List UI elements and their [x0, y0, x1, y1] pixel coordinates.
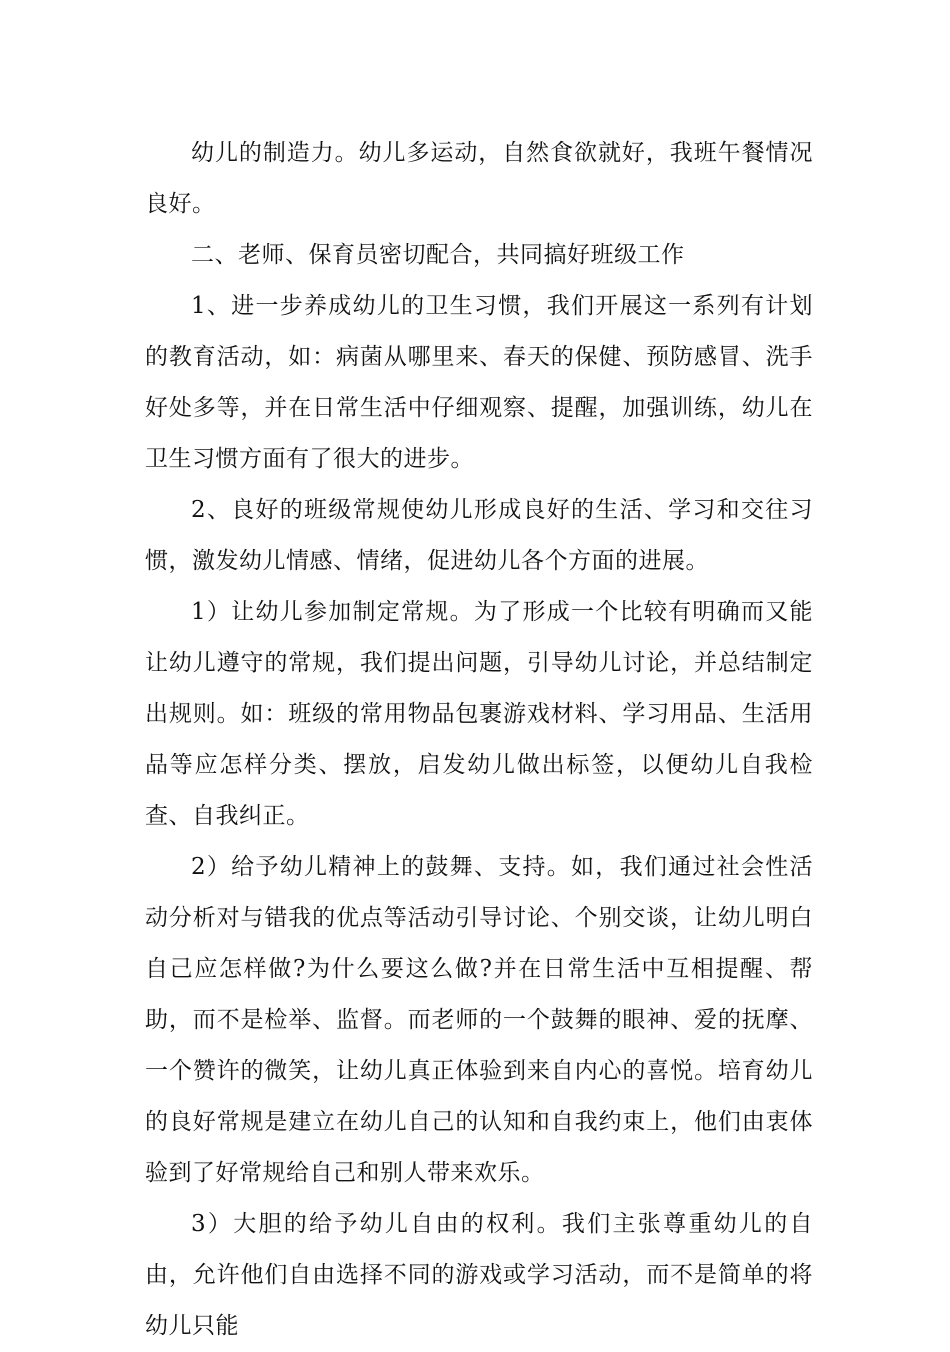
paragraph-hygiene-habits: 1、进一步养成幼儿的卫生习惯，我们开展这一系列有计划的教育活动，如：病菌从哪里来、春天的保健、预防感冒、洗手好处多等，并在日常生活中仔细观察、提醒，加强训练，幼儿在卫生习惯方面有了很大的进步。: [145, 293, 813, 472]
paragraph-freedom: 3）大胆的给予幼儿自由的权利。我们主张尊重幼儿的自由，允许他们自由选择不同的游戏或学习活动，而不是简单的将幼儿只能: [145, 1211, 813, 1339]
paragraph-continuation: 幼儿的制造力。幼儿多运动，自然食欲就好，我班午餐情况良好。: [145, 140, 813, 217]
paragraph-encouragement: 2）给予幼儿精神上的鼓舞、支持。如，我们通过社会性活动分析对与错我的优点等活动引导讨论、个别交谈，让幼儿明白自己应怎样做?为什么要这么做?并在日常生活中互相提醒、帮助，而不是检举、监督。而老师的一个鼓舞的眼神、爱的抚摩、一个赞许的微笑，让幼儿真正体验到来自内心的喜悦。培育幼儿的良好常规是建立在幼儿自己的认知和自我约束上，他们由衷体验到了好常规给自己和别人带来欢乐。: [145, 854, 813, 1186]
document-body: [145, 128, 813, 1352]
paragraph-class-routines: 2、良好的班级常规使幼儿形成良好的生活、学习和交往习惯，激发幼儿情感、情绪，促进幼儿各个方面的进展。: [145, 497, 813, 574]
paragraph-rule-making: 1）让幼儿参加制定常规。为了形成一个比较有明确而又能让幼儿遵守的常规，我们提出问题，引导幼儿讨论，并总结制定出规则。如：班级的常用物品包裹游戏材料、学习用品、生活用品等应怎样分类、摆放，启发幼儿做出标签，以便幼儿自我检查、自我纠正。: [145, 599, 813, 829]
section-heading: 二、老师、保育员密切配合，共同搞好班级工作: [191, 242, 685, 268]
